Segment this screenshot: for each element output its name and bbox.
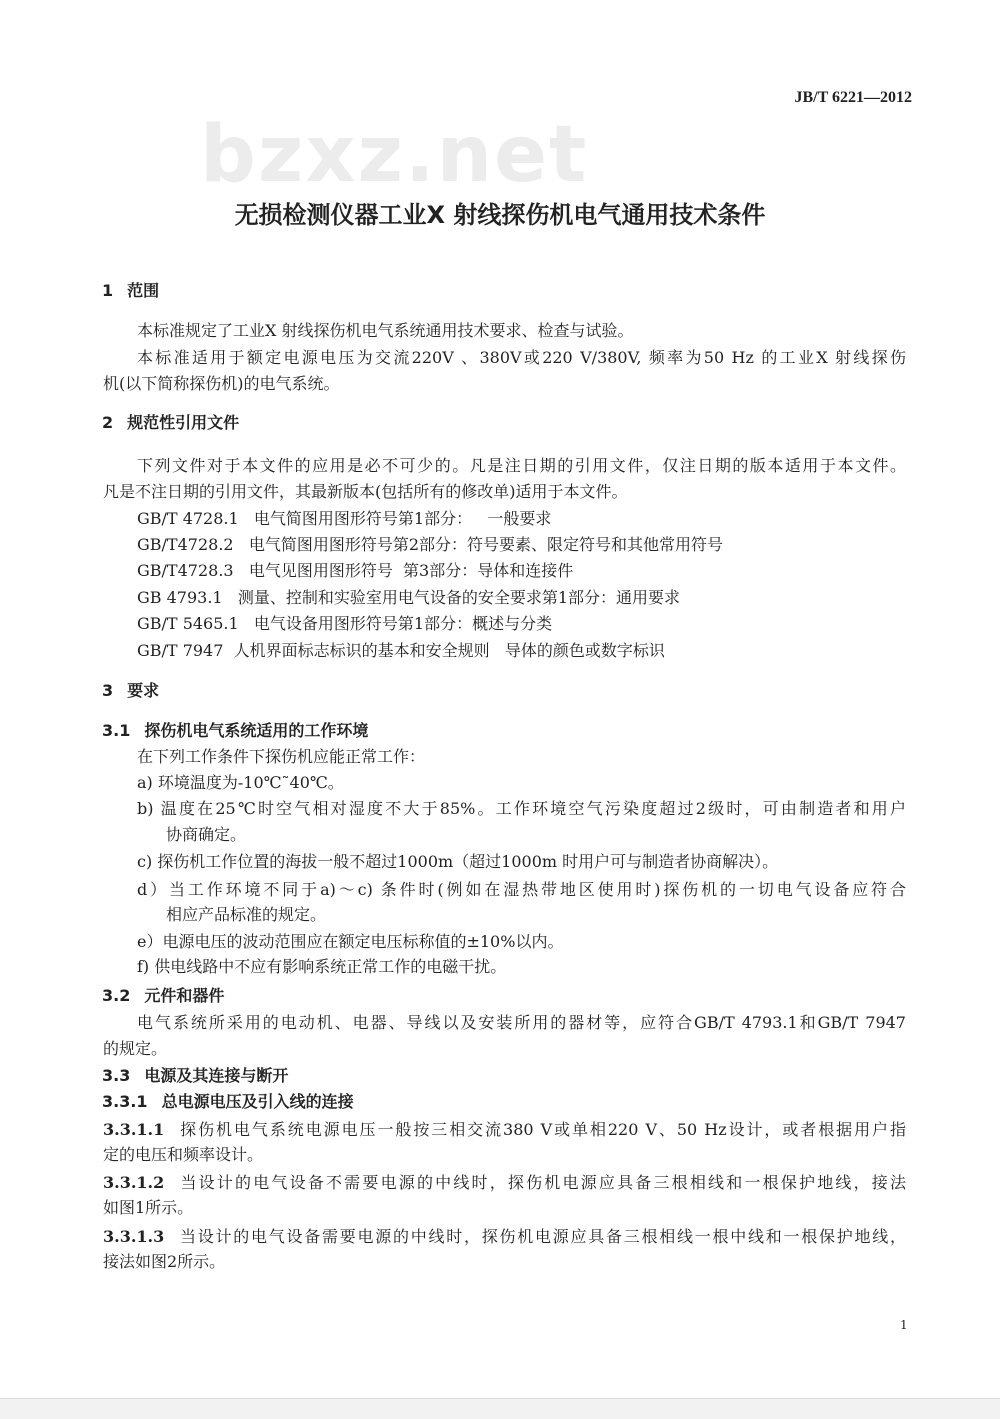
clause-3-3-1-3 [103, 1227, 906, 1247]
section-number: 1 [102, 281, 114, 300]
document-title: 无损检测仪器工业X 射线探伤机电气通用技术条件 [234, 201, 766, 229]
reference-item: GB/T 4728.1 电气简图用图形符号第1部分： 一般要求 [137, 509, 552, 528]
reference-item: GB/T4728.2 电气简图用图形符号第2部分：符号要素、限定符号和其他常用符号 [137, 535, 724, 554]
paragraph: 的规定。 [103, 1039, 168, 1058]
clause-3-3-1-1 [103, 1120, 906, 1140]
reference-item: GB/T4728.3 电气见图用图形符号 第3部分：导体和连接件 [137, 561, 574, 580]
list-item: c) 探伤机工作位置的海拔一般不超过1000m（超过1000m 时用户可与制造者协商解决）。 [137, 852, 779, 871]
paragraph: 本标准规定了工业X 射线探伤机电气系统通用技术要求、检查与试验。 [137, 321, 634, 340]
paragraph: 机(以下简称探伤机)的电气系统。 [103, 374, 340, 393]
paragraph: 定的电压和频率设计。 [103, 1145, 264, 1164]
reference-item: GB/T 7947 人机界面标志标识的基本和安全规则 导体的颜色或数字标识 [137, 641, 665, 660]
clause-text: 探伤机电气系统电源电压一般按三相交流380 V或单相220 V、50 Hz设计，或者根据用户指 [178, 1120, 906, 1139]
section-number: 2 [102, 413, 114, 432]
paragraph: 接法如图2所示。 [103, 1252, 226, 1271]
section-title: 总电源电压及引入线的连接 [161, 1092, 354, 1111]
section-1-heading [102, 281, 159, 301]
list-item: f) 供电线路中不应有影响系统正常工作的电磁干扰。 [137, 957, 507, 976]
section-3-3-heading [102, 1066, 288, 1086]
list-item: b) 温度在25℃时空气相对湿度不大于85%。工作环境空气污染度超过2级时，可由制造者和用户 [137, 799, 906, 818]
paragraph: 本标准适用于额定电源电压为交流220V 、380V或220 V/380V, 频率为50 Hz 的工业X 射线探伤 [137, 348, 906, 367]
section-3-1-heading [102, 721, 368, 741]
section-3-2-heading [102, 986, 224, 1006]
watermark: bzxz.net [200, 110, 589, 200]
list-item-cont: 协商确定。 [166, 825, 247, 844]
section-title: 元件和器件 [144, 986, 225, 1005]
clause-text: 当设计的电气设备不需要电源的中线时，探伤机电源应具备三根相线和一根保护地线，接法 [178, 1173, 906, 1192]
section-title: 要求 [127, 681, 160, 700]
section-3-3-1-heading [102, 1092, 354, 1112]
section-number: 3.1 [102, 721, 131, 740]
section-3-heading [102, 681, 159, 701]
reference-item: GB/T 5465.1 电气设备用图形符号第1部分：概述与分类 [137, 614, 553, 633]
paragraph: 如图1所示。 [103, 1198, 194, 1217]
section-2-heading [102, 413, 239, 433]
clause-number: 3.3.1.1 [103, 1120, 165, 1139]
section-number: 3 [102, 681, 114, 700]
paragraph: 凡是不注日期的引用文件，其最新版本(包括所有的修改单)适用于本文件。 [103, 482, 628, 501]
section-title: 规范性引用文件 [127, 413, 240, 432]
section-title: 电源及其连接与断开 [144, 1066, 289, 1085]
list-item: d）当工作环境不同于a)～c) 条件时(例如在湿热带地区使用时)探伤机的一切电气设备应符合 [137, 880, 906, 899]
page-bottom-edge [0, 1398, 1000, 1419]
paragraph: 电气系统所采用的电动机、电器、导线以及安装所用的器材等，应符合GB/T 4793.1和GB/T 7947 [137, 1013, 906, 1032]
page-number: 1 [900, 1318, 908, 1332]
standard-code: JB/T 6221—2012 [794, 89, 912, 106]
section-title: 探伤机电气系统适用的工作环境 [144, 721, 369, 740]
reference-item: GB 4793.1 测量、控制和实验室用电气设备的安全要求第1部分：通用要求 [137, 588, 681, 607]
clause-number: 3.3.1.3 [103, 1227, 165, 1246]
list-item: a) 环境温度为-10℃˜40℃。 [137, 773, 344, 792]
paragraph: 在下列工作条件下探伤机应能正常工作： [137, 747, 426, 766]
section-title: 范围 [127, 281, 160, 300]
list-item-cont: 相应产品标准的规定。 [166, 905, 327, 924]
section-number: 3.2 [102, 986, 131, 1005]
section-number: 3.3.1 [102, 1092, 148, 1111]
clause-number: 3.3.1.2 [103, 1173, 165, 1192]
clause-text: 当设计的电气设备需要电源的中线时，探伤机电源应具备三根相线一根中线和一根保护地线， [178, 1227, 906, 1246]
section-number: 3.3 [102, 1066, 131, 1085]
list-item: e）电源电压的波动范围应在额定电压标称值的±10%以内。 [137, 932, 564, 951]
clause-3-3-1-2 [103, 1173, 906, 1193]
paragraph: 下列文件对于本文件的应用是必不可少的。凡是注日期的引用文件，仅注日期的版本适用于本文件。 [137, 456, 906, 475]
